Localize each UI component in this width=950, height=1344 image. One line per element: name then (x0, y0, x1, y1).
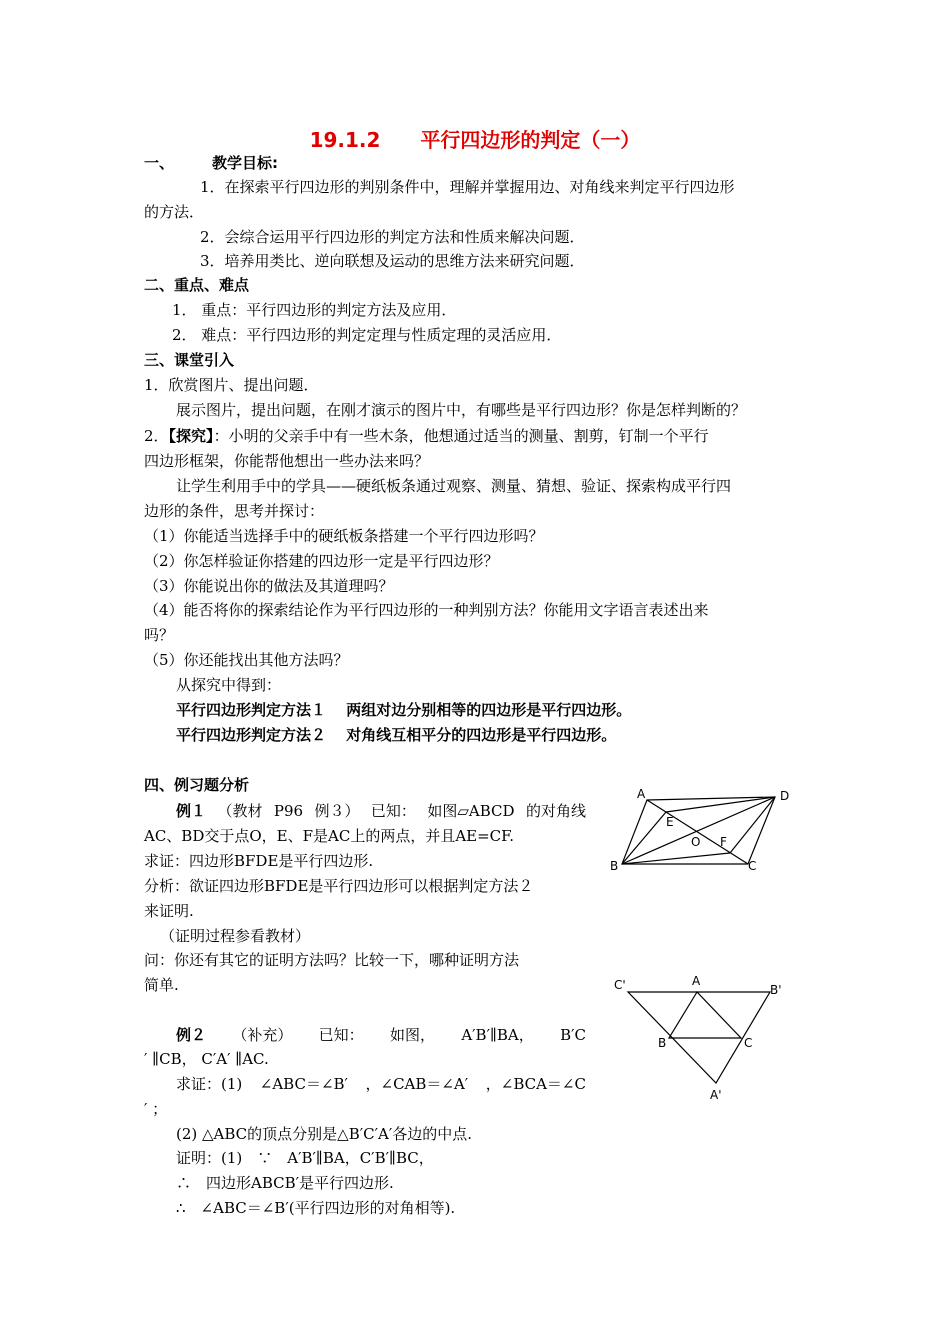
segment-bf (622, 853, 730, 864)
example-2-line-1: 例２ （补充） 已知： 如图， A′B′∥BA， B′C (176, 1022, 586, 1048)
method-1: 平行四边形判定方法１ 两组对边分别相等的四边形是平行四边形。 (176, 701, 632, 719)
method-2: 平行四边形判定方法２ 对角线互相平分的四边形是平行四边形。 (176, 726, 617, 744)
example-2-prove-1: 求证：(1) ∠ABC＝∠B′ ，∠CAB＝∠A′ ，∠BCA＝∠C (176, 1075, 586, 1093)
label-c: C (748, 859, 757, 873)
goal-2: 2．会综合运用平行四边形的判定方法和性质来解决问题． (200, 228, 585, 246)
intro-2-cont: 四边形框架，你能帮他想出一些办法来吗？ (144, 452, 430, 470)
triangle-abc (669, 992, 741, 1038)
page-title: 19.1.2 平行四边形的判定（一） (309, 128, 641, 152)
segment-be (622, 812, 666, 864)
explore-tag: 【探究】 (168, 427, 214, 445)
label-a: A (637, 787, 646, 801)
example-1-line-1: 例１ （教材 P96 例３） 已知： 如图▱ABCD 的对角线 (176, 798, 586, 824)
question-5: （5）你还能找出其他方法吗？ (144, 651, 349, 669)
label-b-prime: B' (770, 983, 782, 997)
triangle-figure (610, 970, 800, 1110)
label-e: E (666, 815, 674, 829)
label-f: F (720, 835, 727, 849)
label-b: B (658, 1036, 667, 1050)
label-a: A (692, 974, 701, 988)
example-1-prove: 求证：四边形BFDE是平行四边形. (144, 852, 374, 870)
example-2-line-2: ′ ∥CB， C′A′ ∥AC. (144, 1050, 269, 1068)
label-c: C (744, 1036, 753, 1050)
intro-3-cont: 边形的条件，思考并探讨： (144, 502, 325, 520)
question-2: （2）你怎样验证你搭建的四边形一定是平行四边形？ (144, 552, 499, 570)
question-3: （3）你能说出你的做法及其道理吗？ (144, 577, 394, 595)
diagonal-ac (647, 800, 748, 864)
section-1-number: 一、 (144, 154, 175, 172)
segment-fd (730, 797, 775, 853)
goal-1: 1．在探索平行四边形的判别条件中，理解并掌握用边、对角线来判定平行四边形 (200, 178, 735, 196)
goal-1-cont: 的方法． (144, 203, 205, 221)
question-1: （1）你能适当选择手中的硬纸板条搭建一个平行四边形吗？ (144, 527, 544, 545)
proof-line-2: ∴ 四边形ABCB′是平行四边形. (176, 1174, 394, 1192)
section-3-heading: 三、课堂引入 (144, 351, 235, 369)
label-o: O (691, 835, 701, 849)
example-1-line-2: AC、BD交于点O，E、F是AC上的两点，并且AE=CF. (144, 827, 514, 845)
proof-line-1: 证明：(1) ∵ A′B′∥BA，C′B′∥BC， (176, 1149, 434, 1167)
label-b: B (610, 859, 619, 873)
conclusion-intro: 从探究中得到： (176, 676, 282, 694)
example-2-prove-2: (2) △ABC的顶点分别是△B′C′A′各边的中点. (176, 1125, 473, 1143)
example-2-prove-1-cont: ′ ； (144, 1100, 168, 1118)
intro-1: 1．欣赏图片、提出问题． (144, 376, 319, 394)
question-4: （4）能否将你的探索结论作为平行四边形的一种判别方法？你能用文字语言表述出来 (144, 601, 709, 619)
difficult-point: 2． 难点：平行四边形的判定定理与性质定理的灵活应用． (172, 326, 562, 344)
section-4-heading: 四、例习题分析 (144, 776, 250, 794)
example-1-question-cont: 简单. (144, 976, 179, 994)
parallelogram-figure (600, 780, 810, 880)
section-2-heading: 二、重点、难点 (144, 276, 250, 294)
label-d: D (780, 789, 790, 803)
question-4-cont: 吗？ (144, 626, 175, 644)
intro-2-text: ：小明的父亲手中有一些木条，他想通过适当的测量、割剪，钉制一个平行 (213, 427, 709, 445)
example-1-note: （证明过程参看教材） (160, 927, 311, 945)
example-1-label: 例１ (176, 802, 207, 820)
example-1-analysis-cont: 来证明. (144, 902, 194, 920)
intro-3: 让学生利用手中的学具——硬纸板条通过观察、测量、猜想、验证、探索构成平行四 (176, 477, 732, 495)
example-1-question: 问：你还有其它的证明方法吗？比较一下，哪种证明方法 (144, 951, 520, 969)
key-point: 1． 重点：平行四边形的判定方法及应用． (172, 301, 457, 319)
example-1-analysis: 分析：欲证四边形BFDE是平行四边形可以根据判定方法２ (144, 877, 534, 895)
label-a-prime: A' (710, 1088, 722, 1102)
proof-line-3: ∴ ∠ABC＝∠B′(平行四边形的对角相等). (176, 1199, 456, 1217)
label-c-prime: C' (614, 978, 626, 992)
section-1-heading: 教学目标: (212, 154, 278, 172)
goal-3: 3．培养用类比、逆向联想及运动的思维方法来研究问题． (200, 252, 585, 270)
intro-1-text: 展示图片，提出问题，在刚才演示的图片中，有哪些是平行四边形？你是怎样判断的？ (176, 401, 747, 419)
intro-2-number: 2． (144, 427, 169, 445)
example-2-label: 例２ (176, 1026, 207, 1044)
intro-2 (144, 426, 709, 446)
